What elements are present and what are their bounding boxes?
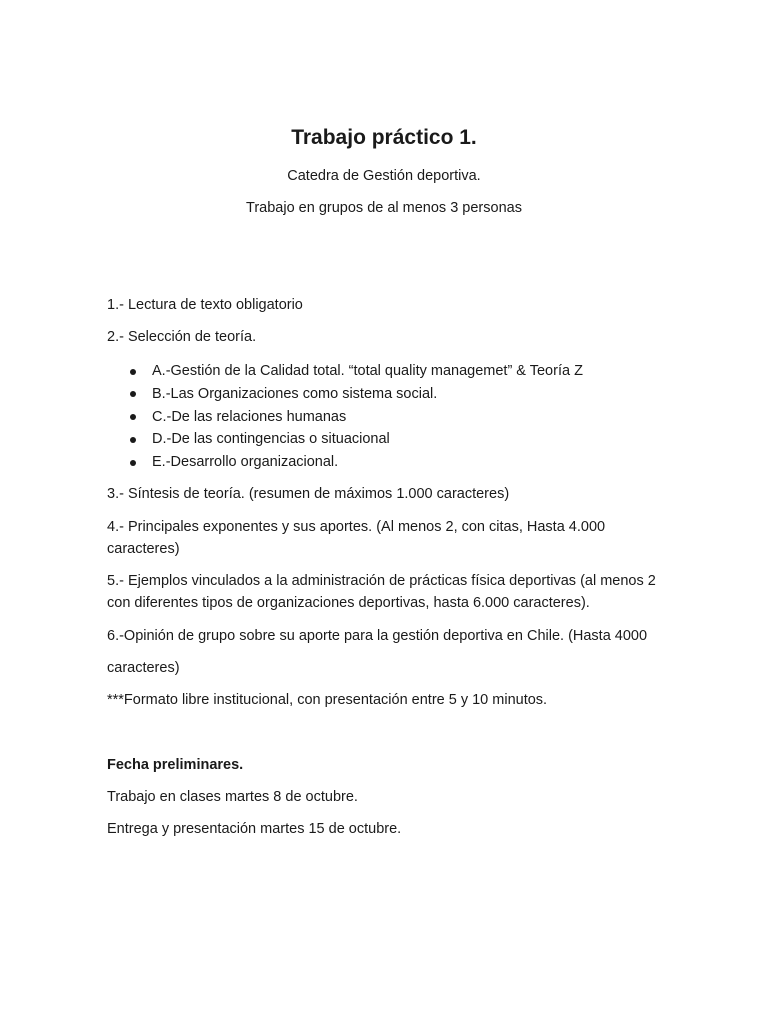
format-note: ***Formato libre institucional, con presentación entre 5 y 10 minutos. <box>107 692 548 708</box>
bullet-icon <box>130 391 136 397</box>
theory-e: E.-Desarrollo organizacional. <box>152 454 339 470</box>
item-6-line-1: 6.-Opinión de grupo sobre su aporte para la gestión deportiva en Chile. (Hasta 4000 <box>107 628 648 644</box>
list-item <box>107 451 667 474</box>
list-item <box>107 360 667 383</box>
class-work-date: Trabajo en clases martes 8 de octubre. <box>107 789 358 805</box>
item-3: 3.- Síntesis de teoría. (resumen de máximos 1.000 caracteres) <box>107 486 510 502</box>
bullet-icon <box>130 414 136 420</box>
document-subtitle: Catedra de Gestión deportiva. <box>287 168 481 184</box>
document-title: Trabajo práctico 1. <box>291 126 477 149</box>
item-1: 1.- Lectura de texto obligatorio <box>107 297 303 313</box>
item-6-line-2: caracteres) <box>107 660 180 676</box>
theory-list <box>107 360 667 474</box>
group-note: Trabajo en grupos de al menos 3 personas <box>246 200 522 216</box>
bullet-icon <box>130 369 136 375</box>
item-5-line-1: 5.- Ejemplos vinculados a la administración de prácticas física deportivas (al menos 2 <box>107 573 656 589</box>
item-4-line-2: caracteres) <box>107 541 180 557</box>
theory-a: A.-Gestión de la Calidad total. “total quality managemet” & Teoría Z <box>152 363 583 379</box>
item-5-line-2: con diferentes tipos de organizaciones deportivas, hasta 6.000 caracteres). <box>107 595 590 611</box>
list-item <box>107 383 667 406</box>
dates-heading: Fecha preliminares. <box>107 757 244 773</box>
item-2: 2.- Selección de teoría. <box>107 329 257 345</box>
theory-c: C.-De las relaciones humanas <box>152 408 347 425</box>
bullet-icon <box>130 460 136 466</box>
list-item <box>107 406 667 429</box>
delivery-date: Entrega y presentación martes 15 de octubre. <box>107 821 402 837</box>
list-item <box>107 428 667 451</box>
bullet-icon <box>130 437 136 443</box>
theory-b: B.-Las Organizaciones como sistema social. <box>152 385 438 402</box>
item-4-line-1: 4.- Principales exponentes y sus aportes. (Al menos 2, con citas, Hasta 4.000 <box>107 519 606 535</box>
theory-d: D.-De las contingencias o situacional <box>152 431 390 448</box>
